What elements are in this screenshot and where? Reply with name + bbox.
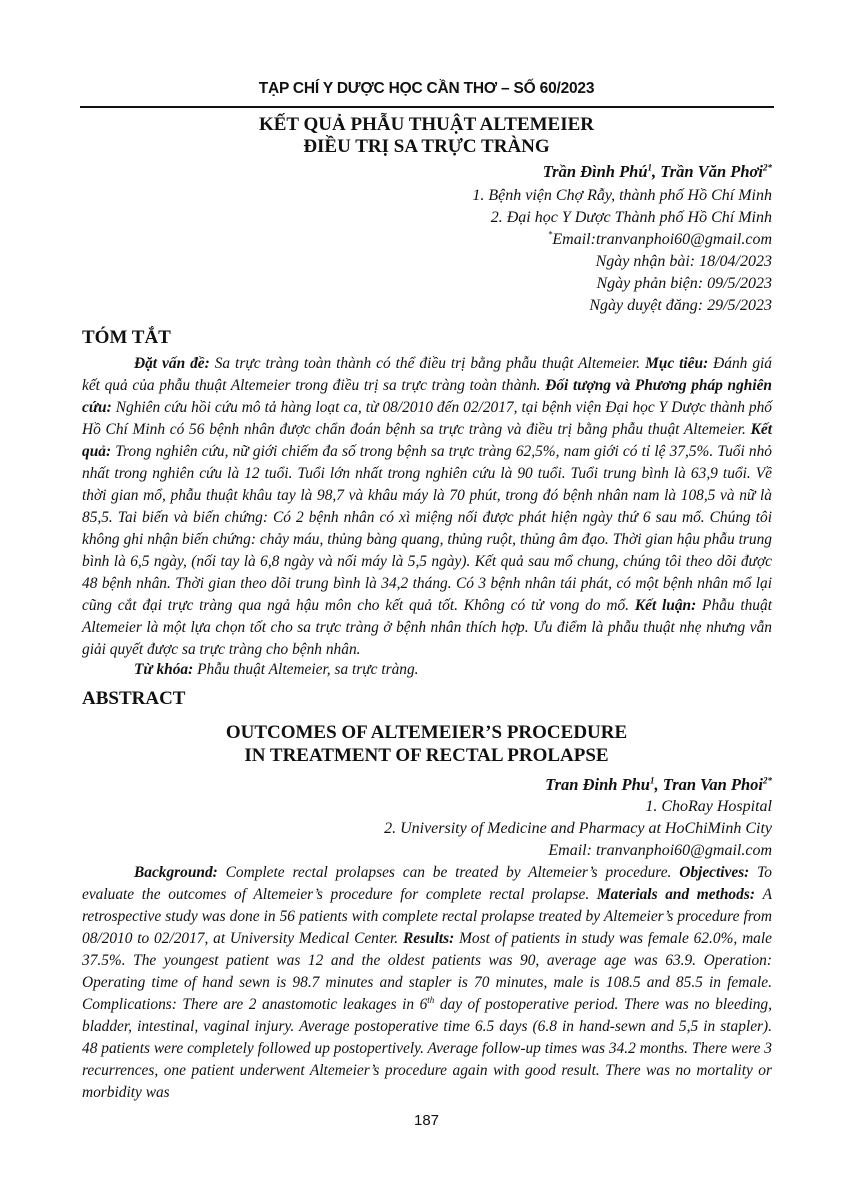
bold-label: Đối tượng và Phương pháp nghiên cứu: xyxy=(82,377,772,416)
affiliation-en-1: 1. ChoRay Hospital xyxy=(645,798,772,815)
bold-label: Results: xyxy=(402,930,460,947)
abstract-en-paragraph xyxy=(82,862,772,1104)
body-text: Complete rectal prolapses can be treated by Altemeier’s procedure. xyxy=(225,864,680,881)
review-date: Ngày phản biện: 09/5/2023 xyxy=(596,275,772,292)
email-text: Email:tranvanphoi60@gmail.com xyxy=(552,231,772,248)
section-heading-abstract: ABSTRACT xyxy=(82,688,186,709)
bold-label: Objectives: xyxy=(679,864,758,881)
header-rule xyxy=(80,106,774,108)
author-1-en-sup: 1 xyxy=(649,775,655,786)
bold-label: Kết luận: xyxy=(634,597,703,614)
body-text: Nghiên cứu hồi cứu mô tả hàng loạt ca, từ 08/2010 đến 02/2017, tại bệnh viện Đại học Y Dược thành phố Hồ Chí Minh có 56 bệnh nhân được chẩn đoán bệnh sa trực tràng và điều trị bằng phẫu thuật Altemeier. xyxy=(82,399,772,438)
article-title-vi-line2: ĐIỀU TRỊ SA TRỰC TRÀNG xyxy=(303,136,550,157)
email-sup: * xyxy=(547,229,553,240)
article-title-en-line2: IN TREATMENT OF RECTAL PROLAPSE xyxy=(244,745,609,766)
bold-label: Materials and methods: xyxy=(596,886,763,903)
bold-label: Mục tiêu: xyxy=(645,355,714,372)
bold-label: Background: xyxy=(134,864,226,881)
email xyxy=(548,229,772,251)
received-date: Ngày nhận bài: 18/04/2023 xyxy=(595,253,772,270)
authors-en xyxy=(545,774,772,796)
body-text: Trong nghiên cứu, nữ giới chiếm đa số trong bệnh sa trực tràng 62,5%, nam giới có tỉ lệ 37,5%. Tuổi nhỏ nhất trong nghiên cứu là 12 tuổi. Tuổi lớn nhất trong nghiên cứu là 90 tuổi. Tuổi trung bình là 63,9 tuổi. Về thời gian mổ, phẫu thuật khâu tay là 98,7 và khâu máy là 70 phút, trong đó bệnh nhân nam là 108,5 và nữ là 85,5. Tai biến và biến chứng: Có 2 bệnh nhân có xì miệng nối được phát hiện ngày thứ 6 sau mổ. Chúng tôi không ghi nhận biến chứng: chảy máu, thủng bàng quang, thủng ruột, thủng âm đạo. Thời gian hậu phẫu trung bình là 6,5 ngày, (nối tay là 6,8 ngày và nối máy là 5,5 ngày). Kết quả sau mổ chung, chúng tôi theo dõi được 48 bệnh nhân. Thời gian theo dõi trung bình là 34,2 tháng. Có 3 bệnh nhân tái phát, có một bệnh nhân mổ lại cũng cắt đại trực tràng qua ngả hậu môn cho kết quả tốt. Không có tử vong do mổ. xyxy=(82,443,772,614)
bold-label: Đặt vấn đề: xyxy=(134,355,215,372)
author-1: Trần Đình Phú xyxy=(542,162,648,181)
author-2-sup: 2* xyxy=(763,162,772,173)
keywords-text: Phẫu thuật Altemeier, sa trực tràng. xyxy=(197,661,419,678)
bold-label: Kết quả: xyxy=(82,421,772,460)
article-title-en-line1: OUTCOMES OF ALTEMEIER’S PROCEDURE xyxy=(225,722,628,743)
email-en: Email: tranvanphoi60@gmail.com xyxy=(548,842,772,859)
author-separator: , xyxy=(652,162,661,181)
body-text: Sa trực tràng toàn thành có thể điều trị bằng phẫu thuật Altemeier. xyxy=(214,355,646,372)
keywords-label: Từ khóa: xyxy=(134,661,198,678)
body-text: Most of patients in study was female 62.0%, male 37.5%. The youngest patient was 12 and the oldest patients was 90, average age was 63.9. Operation: Operating time of hand sewn is 98.7 minutes and stapler is 70 minutes, male is 108.5 and 85.5 in female. Complications: There are 2 anastomotic leakages in 6 xyxy=(82,930,772,1013)
body-text: th xyxy=(427,994,435,1005)
author-separator-en: , xyxy=(654,775,663,794)
author-1-en: Tran Đinh Phu xyxy=(545,775,650,794)
article-title-vi-line1: KẾT QUẢ PHẪU THUẬT ALTEMEIER xyxy=(258,114,595,135)
body-text: A retrospective study was done in 56 patients with complete rectal prolapse treated by Altemeier’s procedure from 08/2010 to 02/2017, at University Medical Center. xyxy=(82,886,772,947)
author-2-en: Tran Van Phoi xyxy=(662,775,763,794)
body-text: Đánh giá kết quả của phẫu thuật Altemeier trong điều trị sa trực tràng toàn thành. xyxy=(82,355,772,394)
body-text: day of postoperative period. There was no bleeding, bladder, intestinal, vaginal injury. Average postoperative time 6.5 days (6.8 in hand-sewn and 5,5 in stapler). 48 patients were completely followed up postopertively. Average follow-up times was 34.2 months. There were 3 recurrences, one patient underwent Altemeier’s procedure again with good result. There was no mortality or morbidity was xyxy=(82,996,772,1101)
affiliation-2: 2. Đại học Y Dược Thành phố Hồ Chí Minh xyxy=(490,209,772,226)
accepted-date: Ngày duyệt đăng: 29/5/2023 xyxy=(589,297,772,314)
author-1-sup: 1 xyxy=(647,162,653,173)
journal-header: TẠP CHÍ Y DƯỢC HỌC CẦN THƠ – SỐ 60/2023 xyxy=(258,80,595,97)
author-2-en-sup: 2* xyxy=(763,775,772,786)
affiliation-en-2: 2. University of Medicine and Pharmacy at HoChiMinh City xyxy=(384,820,772,837)
authors-vi xyxy=(543,161,772,183)
keywords-vi xyxy=(82,659,772,681)
author-2: Trần Văn Phơi xyxy=(660,162,763,181)
body-text: To evaluate the outcomes of Altemeier’s procedure for complete rectal prolapse. xyxy=(82,864,772,903)
abstract-vi-paragraph xyxy=(82,353,772,661)
affiliation-1: 1. Bệnh viện Chợ Rẫy, thành phố Hồ Chí Minh xyxy=(472,187,772,204)
page-number: 187 xyxy=(413,1112,440,1129)
section-heading-tom-tat: TÓM TẮT xyxy=(82,327,171,348)
body-text: Phẫu thuật Altemeier là một lựa chọn tốt cho sa trực tràng ở bệnh nhân thích hợp. Ưu điểm là phẫu thuật nhẹ nhưng vẫn giải quyết được sa trực tràng cho bệnh nhân. xyxy=(82,597,772,658)
